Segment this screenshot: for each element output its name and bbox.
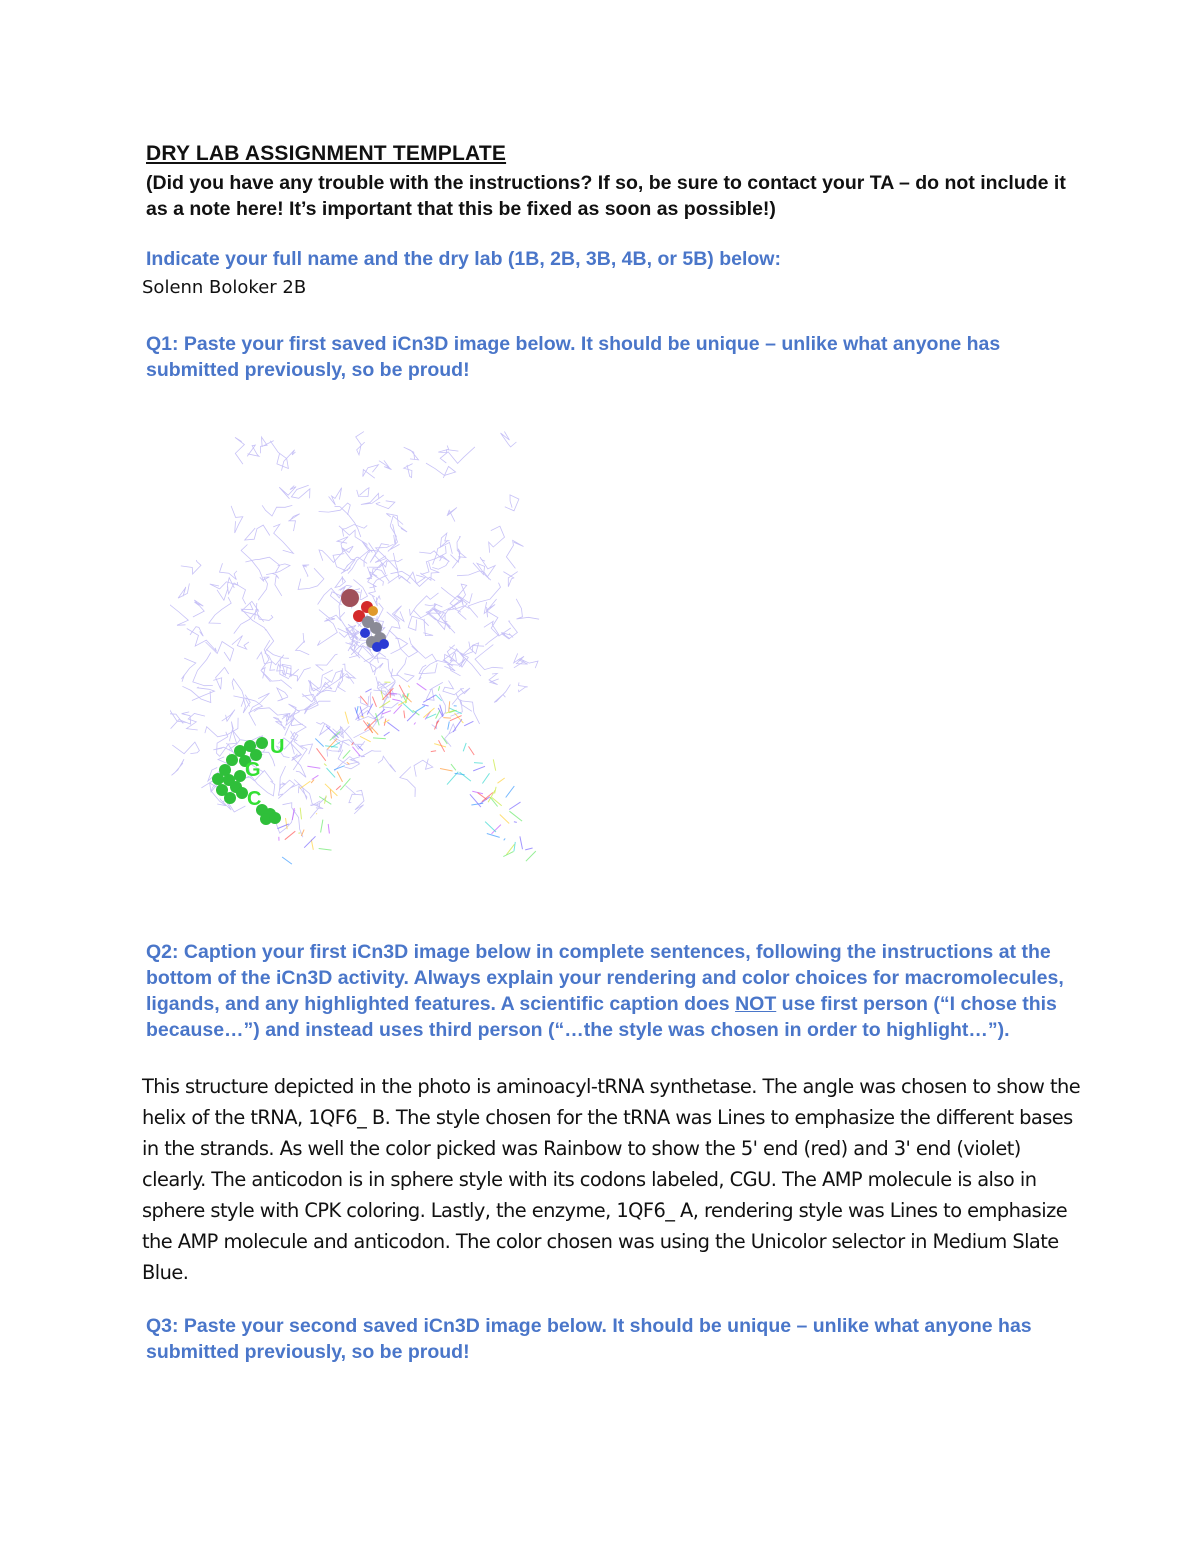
trna-bond-line (453, 719, 462, 732)
protein-bond-line (381, 669, 395, 694)
trna-bond-line (282, 857, 292, 864)
trna-bond-line (325, 746, 338, 747)
trna-bond-line (316, 813, 317, 814)
protein-bond-line (480, 557, 495, 577)
protein-bond-line (193, 600, 204, 617)
protein-bond-line (241, 603, 266, 631)
trna-bond-line (337, 772, 342, 782)
instructions-note: (Did you have any trouble with the instructions? If so, be sure to contact your TA – do not include it as a note here! It’s important that this be fixed as soon as possible!) (146, 172, 1066, 220)
protein-bond-line (273, 717, 286, 730)
trna-bond-line (307, 766, 320, 768)
protein-bond-line (502, 621, 518, 639)
trna-bond-line (482, 773, 489, 783)
trna-bond-line (360, 736, 371, 742)
protein-bond-line (350, 647, 376, 675)
protein-bond-line (279, 486, 296, 499)
codon-label-g: G (245, 759, 261, 781)
protein-bond-line (370, 653, 386, 672)
protein-bond-line (375, 544, 394, 562)
trna-bond-line (311, 780, 314, 784)
name-answer: Solenn Boloker 2B (142, 277, 307, 298)
trna-bond-line (473, 766, 485, 771)
protein-bond-line (389, 630, 418, 657)
name-prompt: Indicate your full name and the dry lab (1B, 2B, 3B, 4B, or 5B) below: (146, 248, 781, 270)
protein-bond-line (487, 599, 511, 636)
trna-bond-line (315, 739, 323, 747)
protein-bond-line (489, 673, 499, 684)
protein-bond-line (178, 583, 189, 598)
protein-bond-line (298, 568, 324, 589)
trna-bond-line (464, 721, 473, 726)
question-1: Q1: Paste your first saved iCn3D image below. It should be unique – unlike what anyone has submitted previously, so be proud! (146, 333, 1001, 381)
trna-bond-line (330, 790, 331, 799)
trna-bond-line (525, 848, 532, 850)
protein-bond-line (410, 593, 439, 615)
protein-bond-line (519, 682, 528, 691)
protein-bond-line (261, 437, 274, 453)
trna-bond-line (414, 723, 416, 725)
protein-bond-line (170, 594, 188, 625)
protein-bond-line (400, 767, 416, 797)
protein-bond-line (408, 616, 429, 630)
protein-bond-line (272, 573, 282, 596)
trna-bond-line (361, 716, 364, 717)
protein-bond-line (303, 565, 309, 576)
trna-bond-line (509, 811, 522, 821)
protein-bond-line (231, 506, 243, 533)
protein-bond-line (329, 488, 342, 505)
trna-bond-line (443, 718, 451, 719)
protein-bond-line (182, 658, 196, 682)
trna-bond-line (392, 699, 400, 701)
trna-bond-line (324, 764, 326, 766)
protein-bond-line (373, 596, 381, 606)
trna-bond-line (493, 759, 495, 770)
trna-line-rendering (277, 682, 535, 864)
protein-bond-line (426, 682, 443, 700)
trna-bond-line (321, 820, 323, 833)
trna-bond-line (384, 732, 390, 736)
trna-bond-line (328, 824, 329, 834)
trna-bond-line (407, 712, 416, 721)
protein-bond-line (376, 501, 395, 509)
icn3d-structure-image (170, 430, 580, 875)
trna-bond-line (417, 683, 427, 690)
protein-bond-line (447, 508, 457, 522)
trna-bond-line (345, 712, 348, 724)
protein-bond-line (270, 441, 288, 469)
trna-bond-line (460, 772, 471, 781)
protein-bond-line (333, 554, 351, 574)
protein-bond-line (319, 610, 341, 622)
protein-bond-line (348, 550, 379, 573)
protein-bond-line (506, 540, 523, 568)
protein-bond-line (254, 708, 289, 719)
trna-bond-line (423, 708, 434, 718)
protein-bond-line (404, 464, 413, 478)
trna-bond-line (372, 697, 376, 707)
trna-bond-line (373, 738, 386, 739)
trna-bond-line (440, 769, 453, 772)
trna-bond-line (312, 775, 319, 779)
trna-bond-line (317, 748, 326, 761)
trna-bond-line (300, 781, 311, 789)
protein-bond-line (296, 633, 310, 655)
protein-bond-line (392, 606, 404, 622)
trna-bond-line (500, 815, 509, 824)
trna-bond-line (450, 716, 462, 721)
protein-bond-line (386, 514, 407, 533)
protein-bond-line (391, 638, 408, 654)
protein-bond-line (273, 524, 293, 553)
protein-bond-line (209, 597, 231, 623)
protein-bond-line (172, 759, 185, 775)
protein-bond-line (340, 726, 365, 749)
protein-bond-line (409, 638, 437, 662)
protein-bond-line (489, 526, 505, 553)
trna-bond-line (330, 732, 340, 741)
trna-bond-line (336, 786, 341, 790)
codon-label-c: C (247, 788, 262, 810)
trna-bond-line (301, 830, 304, 837)
protein-bond-line (358, 692, 371, 707)
protein-bond-line (505, 495, 519, 511)
trna-bond-line (498, 778, 505, 783)
protein-bond-line (241, 545, 264, 582)
protein-bond-line (354, 717, 378, 738)
protein-bond-line (262, 505, 292, 516)
trna-bond-line (485, 822, 496, 832)
protein-bond-line (475, 645, 503, 670)
protein-bond-line (187, 714, 206, 731)
protein-bond-line (457, 537, 466, 558)
protein-bond-line (193, 653, 213, 686)
trna-bond-line (463, 743, 466, 751)
protein-bond-line (356, 432, 365, 455)
protein-bond-line (316, 654, 338, 671)
trna-bond-line (311, 840, 313, 850)
trna-bond-line (474, 763, 483, 764)
trna-bond-line (506, 786, 515, 798)
protein-bond-line (319, 550, 343, 563)
protein-bond-line (317, 618, 337, 645)
protein-bond-line (357, 488, 369, 497)
trna-bond-line (509, 802, 520, 809)
trna-bond-line (408, 686, 410, 688)
emphasis-not: NOT (735, 993, 777, 1015)
protein-bond-line (335, 577, 345, 588)
codon-label-u: U (270, 736, 285, 758)
protein-bond-line (379, 460, 392, 469)
trna-bond-line (415, 706, 425, 712)
protein-bond-line (414, 759, 433, 777)
trna-bond-line (526, 851, 536, 861)
trna-bond-line (514, 822, 517, 823)
trna-bond-line (404, 711, 405, 719)
question-2: Q2: Caption your first iCn3D image below in complete sentences, following the instructions at the bottom of the iCn3D activity. Always explain your rendering and color choices for macromolecules, ligands, and any highlighted features. A scientific caption does NOT use first person (“I chose this because…”) and instead uses third person (“…the style was chosen in order to highlight…”). (146, 941, 1064, 1041)
trna-bond-line (520, 836, 523, 849)
protein-bond-line (443, 681, 462, 695)
protein-bond-line (319, 503, 351, 515)
protein-bond-line (280, 766, 295, 793)
trna-bond-line (514, 842, 515, 851)
protein-bond-line (266, 564, 290, 575)
trna-bond-line (327, 768, 336, 777)
trna-bond-line (365, 689, 371, 692)
protein-bond-line (293, 744, 312, 770)
protein-bond-line (294, 780, 307, 799)
protein-bond-line (501, 432, 517, 447)
protein-bond-line (288, 514, 299, 531)
trna-bond-line (357, 706, 359, 713)
protein-bond-line (222, 710, 235, 722)
protein-bond-line (494, 685, 510, 703)
protein-bond-line (397, 657, 414, 681)
protein-bond-line (469, 642, 484, 654)
trna-bond-line (319, 849, 332, 851)
protein-bond-line (404, 447, 419, 460)
protein-bond-line (514, 653, 528, 664)
protein-bond-line (171, 712, 191, 729)
protein-bond-line (249, 693, 269, 726)
protein-bond-line (388, 568, 411, 583)
protein-bond-line (292, 755, 306, 778)
trna-bond-line (448, 722, 450, 730)
trna-bond-line (431, 751, 436, 752)
protein-bond-line (346, 786, 363, 803)
protein-bond-line (277, 688, 288, 701)
trna-bond-line (438, 686, 439, 690)
protein-bond-line (181, 560, 201, 574)
trna-bond-line (304, 836, 315, 847)
document-title: DRY LAB ASSIGNMENT TEMPLATE (146, 142, 507, 165)
protein-bond-line (363, 465, 379, 479)
protein-bond-line (232, 636, 249, 650)
trna-bond-line (300, 808, 301, 820)
protein-bond-line (247, 445, 259, 456)
protein-bond-line (242, 601, 264, 621)
protein-bond-line (220, 563, 237, 579)
protein-bond-line (235, 437, 244, 464)
protein-bond-line (450, 649, 463, 666)
protein-bond-line (266, 629, 289, 658)
trna-bond-line (469, 746, 475, 755)
protein-bond-line (440, 447, 475, 464)
trna-bond-line (487, 834, 500, 838)
trna-bond-line (387, 722, 399, 731)
trna-bond-line (327, 739, 337, 750)
trna-bond-line (451, 764, 456, 770)
trna-bond-line (436, 695, 442, 701)
protein-bond-line (361, 493, 384, 504)
trna-bond-line (422, 705, 428, 707)
protein-bond-line (261, 670, 292, 689)
protein-bond-line (516, 599, 539, 619)
trna-bond-line (504, 838, 506, 840)
question-3: Q3: Paste your second saved iCn3D image below. It should be unique – unlike what anyone has submitted previously, so be proud! (146, 1315, 1032, 1363)
trna-bond-line (285, 831, 296, 840)
protein-bond-line (419, 661, 449, 680)
trna-bond-line (394, 705, 402, 714)
caption-answer: This structure depicted in the photo is aminoacyl-tRNA synthetase. The angle was chosen to show the helix of the tRNA, 1QF6_ B. The style chosen for the tRNA was Lines to emphasize the different bases in the strands. As well the color picked was Rainbow to show the 5' end (red) and 3' end (violet) clearly. The anticodon is in sphere style with its codons labeled, CGU. The AMP molecule is also in sphere style with CPK coloring. Lastly, the enzyme, 1QF6_ A, rendering style was Lines to emphasize the AMP molecule and anticodon. The color chosen was using the Unicolor selector in Medium Slate Blue. (142, 1075, 1081, 1284)
protein-bond-line (256, 603, 272, 620)
protein-bond-line (316, 722, 330, 735)
protein-bond-line (378, 756, 396, 772)
protein-bond-line (358, 751, 381, 757)
protein-bond-line (503, 572, 517, 587)
trna-bond-line (449, 701, 450, 712)
protein-bond-line (280, 665, 291, 679)
protein-bond-line (232, 679, 244, 707)
protein-bond-line (419, 663, 437, 673)
protein-bond-line (426, 463, 456, 478)
protein-bond-line (245, 525, 270, 540)
protein-bond-line (213, 667, 228, 689)
protein-bond-line (172, 742, 199, 754)
